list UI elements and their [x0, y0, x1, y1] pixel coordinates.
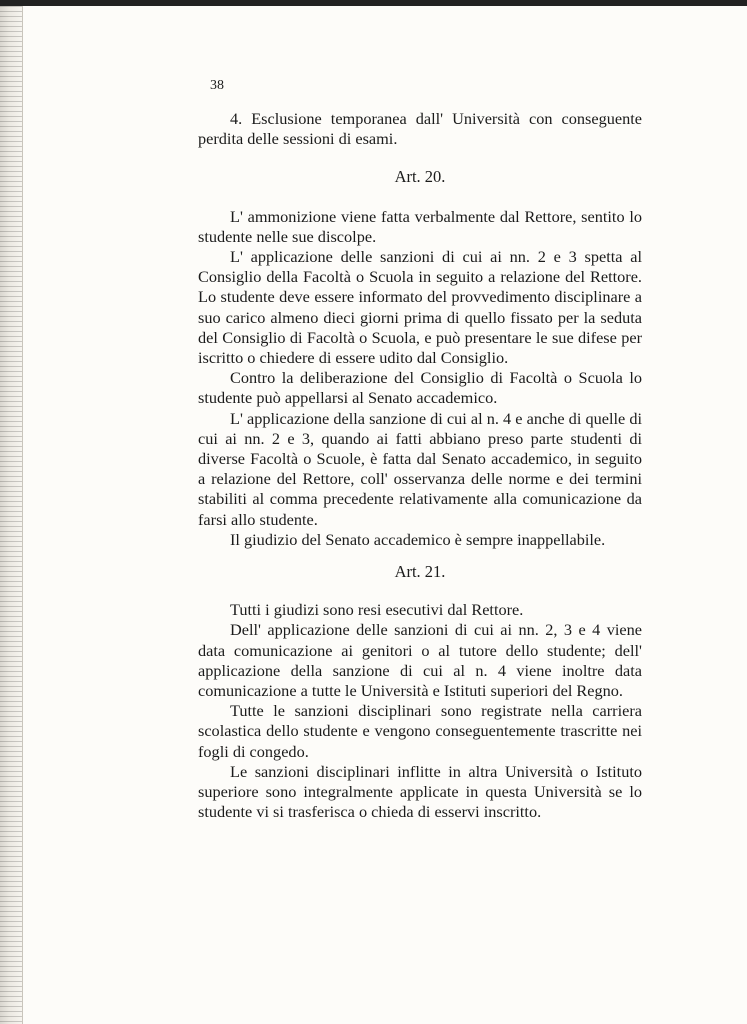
top-border [0, 0, 747, 6]
page-number: 38 [210, 78, 224, 93]
art21-paragraph-2: Dell' applicazione delle sanzioni di cui ai nn. 2, 3 e 4 viene data comunicazione ai genitori o al tutore dello studente; dell' applicazione della sanzione di cui al n. 4 viene inoltre data comunicazione a tutte le Università e Istituti superiori del Regno. [198, 620, 642, 701]
heading-art-20: Art. 20. [394, 167, 446, 187]
art20-paragraph-4: L' applicazione della sanzione di cui al n. 4 e anche di quelle di cui ai nn. 2 e 3, quando ai fatti abbiano preso parte studenti di diverse Facoltà o Scuole, è fatta dal Senato accademico, in seguito a relazione del Rettore, coll' osservanza delle norme e dei termini stabiliti al comma precedente relativamente alla comunicazione da farsi allo studente. [198, 408, 642, 529]
paragraph-exclusion: 4. Esclusione temporanea dall' Università con conseguente perdita delle sessioni di esami. [198, 109, 642, 149]
art21-paragraph-4: Le sanzioni disciplinari inflitte in altra Università o Istituto superiore sono integralmente applicate in questa Università se lo studente vi si trasferisca o chieda di esservi inscritto. [198, 761, 642, 822]
art20-paragraph-3: Contro la deliberazione del Consiglio di Facoltà o Scuola lo studente può appellarsi al Senato accademico. [198, 368, 642, 408]
art21-paragraph-1: Tutti i giudizi sono resi esecutivi dal Rettore. [230, 600, 524, 620]
art20-paragraph-2: L' applicazione delle sanzioni di cui ai nn. 2 e 3 spetta al Consiglio della Facoltà o Scuola in seguito a relazione del Rettore. Lo studente deve essere informato del provvedimento disciplinare a suo carico almeno dieci giorni prima di quello fissato per la seduta del Consiglio di Facoltà o Scuola, e può presentare le sue difese per iscritto o chiedere di essere udito dal Consiglio. [198, 247, 642, 368]
binding-edge [0, 6, 23, 1024]
art21-paragraph-3: Tutte le sanzioni disciplinari sono registrate nella carriera scolastica dello studente e vengono conseguentemente trascritte nei fogli di congedo. [198, 701, 642, 761]
document-body [198, 109, 642, 823]
art20-paragraph-1: L' ammonizione viene fatta verbalmente dal Rettore, sentito lo studente nelle sue discolpe. [198, 206, 642, 246]
art20-paragraph-5: Il giudizio del Senato accademico è sempre inappellabile. [230, 529, 606, 549]
heading-art-21: Art. 21. [394, 562, 446, 582]
